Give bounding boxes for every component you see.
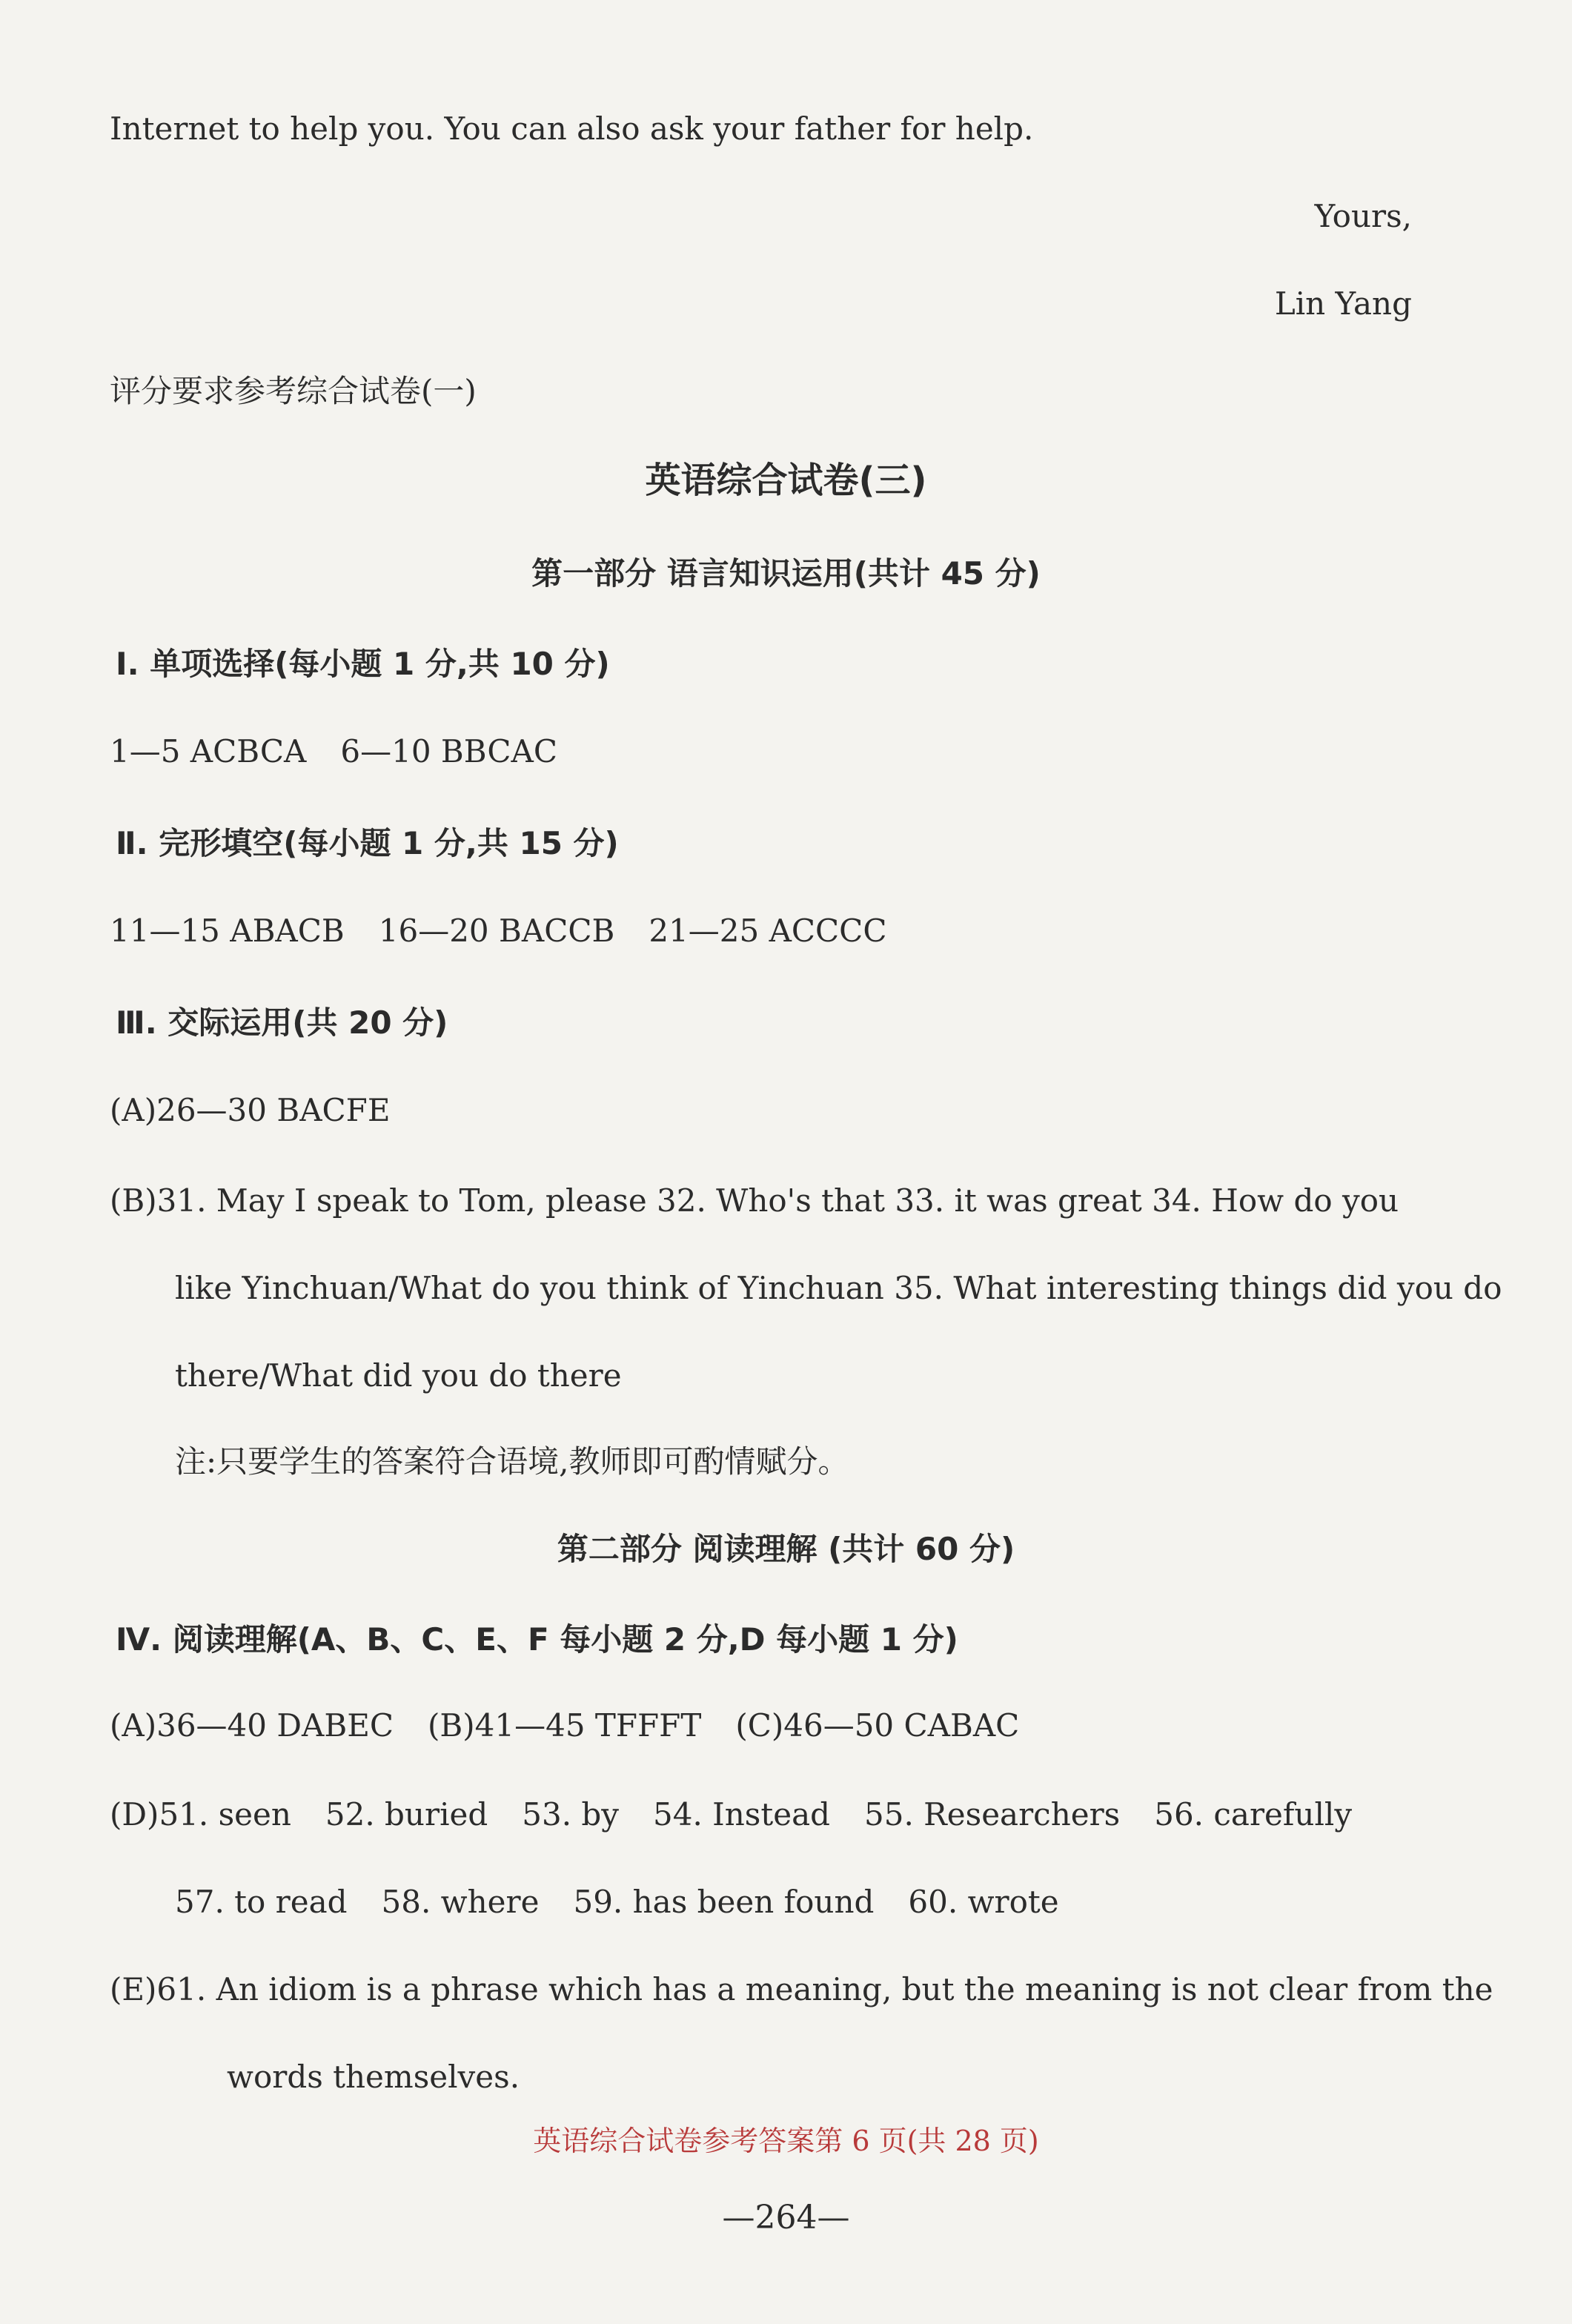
- page-number: —264—: [722, 2199, 850, 2237]
- letter-text: Internet to help you. You can also ask your father for help.: [110, 110, 1034, 147]
- answer-group: 6—10 BBCAC: [340, 733, 558, 769]
- paper-title: 英语综合试卷(三): [645, 460, 927, 501]
- answer-item: (D)51. seen: [110, 1796, 291, 1833]
- letter-closing: Yours,: [1314, 198, 1412, 234]
- section3-a-answers: (A)26—30 BACFE: [110, 1092, 391, 1128]
- section1-heading: Ⅰ. 单项选择(每小题 1 分,共 10 分): [116, 646, 610, 682]
- section3-b-line1: (B)31. May I speak to Tom, please 32. Who's that 33. it was great 34. How do you: [110, 1182, 1399, 1219]
- scoring-note: 评分要求参考综合试卷(一): [110, 373, 477, 409]
- section4-e-line2: words themselves.: [227, 2059, 520, 2095]
- answer-item: 58. where: [381, 1884, 540, 1920]
- answer-group: 1—5 ACBCA: [110, 733, 307, 769]
- answer-item: 52. buried: [325, 1796, 488, 1833]
- answer-item: 56. carefully: [1154, 1796, 1353, 1833]
- section3-b-line2: like Yinchuan/What do you think of Yinchuan 35. What interesting things did you do: [175, 1270, 1502, 1306]
- section2-heading: Ⅱ. 完形填空(每小题 1 分,共 15 分): [116, 825, 619, 861]
- answer-item: 59. has been found: [573, 1884, 875, 1920]
- section4-abc-answers: [110, 1706, 1019, 1745]
- answer-item: 57. to read: [175, 1884, 348, 1920]
- section3-heading: Ⅲ. 交际运用(共 20 分): [116, 1004, 448, 1041]
- section3-b-line3: there/What did you do there: [175, 1357, 622, 1394]
- section3-note: 注:只要学生的答案符合语境,教师即可酌情赋分。: [175, 1443, 849, 1480]
- section4-e-line1: (E)61. An idiom is a phrase which has a meaning, but the meaning is not clear from the: [110, 1971, 1493, 2007]
- answer-item: 60. wrote: [908, 1884, 1059, 1920]
- answer-item: 53. by: [522, 1796, 620, 1833]
- answer-group: 16—20 BACCB: [378, 913, 615, 949]
- letter-signature: Lin Yang: [1274, 285, 1412, 322]
- section1-answers: [110, 732, 557, 771]
- section2-answers: [110, 912, 886, 950]
- answer-item: 54. Instead: [653, 1796, 831, 1833]
- answer-group: 11—15 ABACB: [110, 913, 345, 949]
- answer-group: (A)36—40 DABEC: [110, 1707, 394, 1744]
- section4-d-line2: [175, 1883, 1059, 1921]
- answer-group: (C)46—50 CABAC: [735, 1707, 1020, 1744]
- part2-heading: 第二部分 阅读理解 (共计 60 分): [557, 1531, 1015, 1567]
- section4-d-line1: [110, 1795, 1352, 1834]
- footer-label: 英语综合试卷参考答案第 6 页(共 28 页): [533, 2125, 1039, 2157]
- part1-heading: 第一部分 语言知识运用(共计 45 分): [531, 555, 1041, 592]
- answer-item: 55. Researchers: [864, 1796, 1121, 1833]
- section4-heading: Ⅳ. 阅读理解(A、B、C、E、F 每小题 2 分,D 每小题 1 分): [116, 1621, 958, 1658]
- answer-group: 21—25 ACCCC: [649, 913, 887, 949]
- answer-group: (B)41—45 TFFFT: [428, 1707, 702, 1744]
